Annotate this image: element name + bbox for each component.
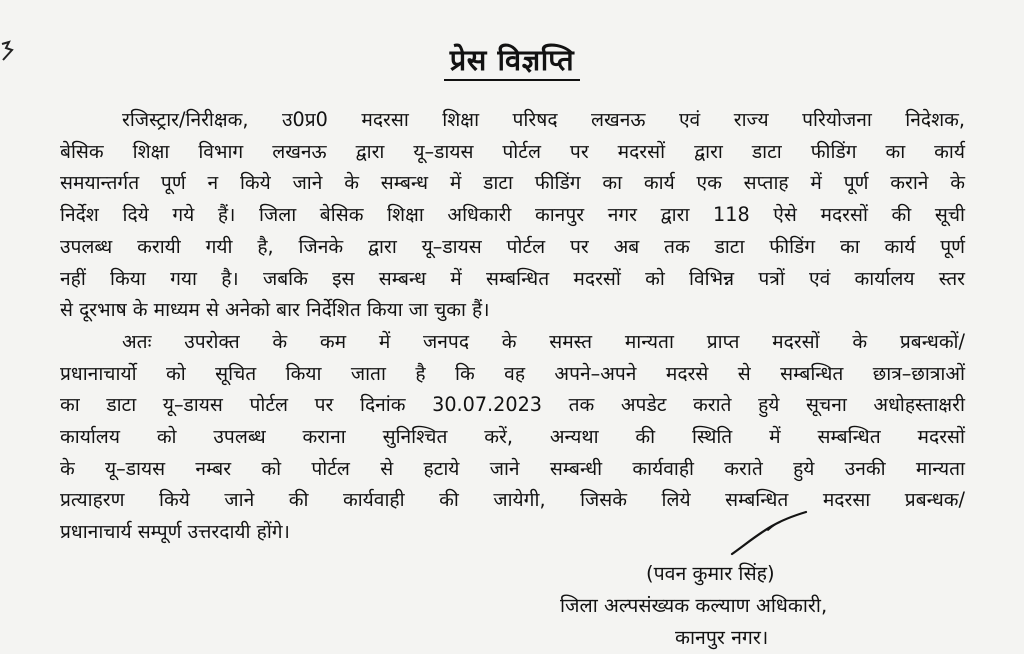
paragraph-1-line: रजिस्ट्रार/निरीक्षक, उ0प्र0 मदरसा शिक्षा परिषद लखनऊ एवं राज्य परियोजना निदेशक,: [122, 108, 965, 131]
paragraph-1-line: बेसिक शिक्षा विभाग लखनऊ द्वारा यू–डायस पोर्टल पर मदरसों द्वारा डाटा फीडिंग का कार्य: [60, 139, 965, 163]
document-body: [60, 104, 965, 548]
paragraph-2: [60, 326, 965, 548]
signatory-block: [560, 558, 920, 654]
paragraph-1: [60, 104, 965, 326]
document-title: [0, 40, 1024, 79]
document-title-text: प्रेस विज्ञप्ति: [444, 43, 580, 81]
paragraph-2-line: का डाटा यू–डायस पोर्टल पर दिनांक 30.07.2023 तक अपडेट कराते हुये सूचना अधोहस्ताक्षरी: [60, 393, 965, 417]
paragraph-2-line: प्रधानाचार्यो को सूचित किया जाता है कि वह अपने–अपने मदरसे से सम्बन्धित छात्र–छात्राओं: [60, 361, 965, 385]
paragraph-1-line: से दूरभाष के माध्यम से अनेको बार निर्देशित किया जा चुका हैं।: [60, 298, 490, 322]
paragraph-2-line: कार्यालय को उपलब्ध कराना सुनिश्चित करें, अन्यथा की स्थिति में सम्बन्धित मदरसों: [60, 425, 965, 449]
paragraph-2-line: प्रधानाचार्य सम्पूर्ण उत्तरदायी होंगे।: [60, 520, 290, 544]
paragraph-1-line: नहीं किया गया है। जबकि इस सम्बन्ध में सम्बन्धित मदरसों को विभिन्न पत्रों एवं कार्यालय स्तर: [60, 266, 965, 290]
paragraph-2-line: प्रत्याहरण किये जाने की कार्यवाही की जायेगी, जिसके लिये सम्बन्धित मदरसा प्रबन्धक/: [60, 488, 965, 512]
paragraph-1-line: उपलब्ध करायी गयी है, जिनके द्वारा यू–डायस पोर्टल पर अब तक डाटा फीडिंग का कार्य पूर्ण: [60, 234, 965, 258]
signatory-office: कानपुर नगर।: [675, 626, 769, 649]
paragraph-2-line: अतः उपरोक्त के कम में जनपद के समस्त मान्यता प्राप्त मदरसों के प्रबन्धकों/: [122, 329, 965, 353]
paragraph-2-line: के यू–डायस नम्बर को पोर्टल से हटाये जाने सम्बन्धी कार्यवाही कराते हुये उनकी मान्यता: [60, 456, 965, 480]
handwritten-signature: [728, 508, 810, 558]
signatory-name: (पवन कुमार सिंह): [646, 562, 775, 585]
signatory-designation: जिला अल्पसंख्यक कल्याण अधिकारी,: [560, 594, 828, 617]
paragraph-1-line: निर्देश दिये गये हैं। जिला बेसिक शिक्षा अधिकारी कानपुर नगर द्वारा 118 ऐसे मदरसों की सूची: [60, 203, 965, 227]
paragraph-1-line: समयान्तर्गत पूर्ण न किये जाने के सम्बन्ध में डाटा फीडिंग का कार्य एक सप्ताह में पूर्ण कराने के: [60, 171, 965, 195]
